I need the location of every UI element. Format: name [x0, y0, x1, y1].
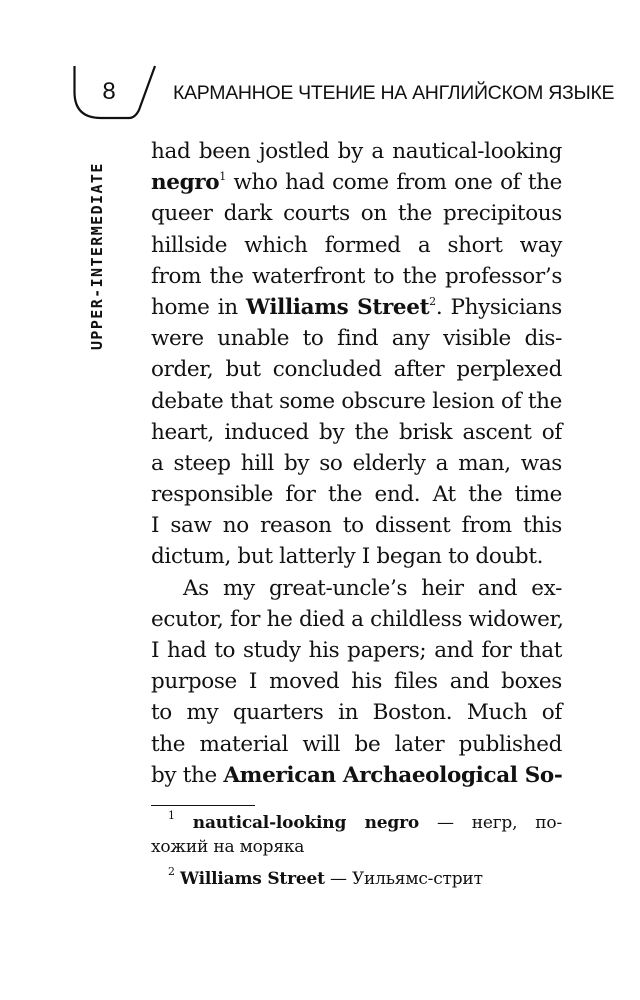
text-line: the material will be later published [151, 731, 562, 757]
text-line: to my quarters in Boston. Much of [151, 700, 562, 726]
text-line: purpose I moved his files and boxes [151, 669, 562, 695]
footnote-term: Williams Street [180, 869, 325, 889]
footnote-1: $^1$ nautical-looking negro — негр, по- [168, 809, 562, 833]
footnote-number: 1 [168, 809, 175, 822]
footnote-ref[interactable]: 2 [429, 294, 436, 308]
footnote-number: 2 [168, 865, 175, 878]
text-line: responsible for the end. At the time [151, 482, 562, 508]
running-head: КАРМАННОЕ ЧТЕНИЕ НА АНГЛИЙСКОМ ЯЗЫКЕ [173, 82, 615, 104]
main-text [151, 136, 562, 791]
footnote-1-continuation: хожий на моряка [151, 837, 305, 857]
text-line: As my great-uncle’s heir and ex- [183, 575, 562, 601]
glossed-term: negro [151, 170, 220, 196]
footnote-ref[interactable]: 1 [219, 170, 226, 184]
text-line: were unable to find any visible dis- [151, 326, 562, 352]
text-line: dictum, but latterly I began to doubt. [151, 544, 544, 570]
text-line: a steep hill by so elderly a man, was [151, 450, 562, 476]
text-line: I saw no reason to dissent from this [151, 513, 562, 539]
page-number: 8 [102, 78, 116, 105]
footnote-term: nautical-looking negro [192, 813, 419, 833]
footnote-2: $^2$ Williams Street — Уильямс-стрит [168, 865, 483, 889]
text-line: home in Williams Street$^2$. Physicians [151, 294, 562, 320]
footnotes [151, 811, 562, 891]
glossed-term: American Archaeological So- [223, 762, 563, 788]
page-number-tab [73, 64, 157, 120]
text-line: from the waterfront to the professor’s [151, 263, 562, 289]
text-line: queer dark courts on the precipitous [151, 201, 562, 227]
text-line: negro$^1$ who had come from one of the [151, 170, 562, 196]
text-line: I had to study his papers; and for that [151, 638, 562, 663]
text-line: ecutor, for he died a childless widower, [151, 606, 564, 632]
text-line: had been jostled by a nautical-looking [151, 139, 562, 164]
text-line: debate that some obscure lesion of the [151, 388, 562, 414]
text-line: hillside which formed a short way [151, 232, 562, 258]
level-side-label: UPPER-INTERMEDIATE [88, 162, 106, 350]
text-line: heart, induced by the brisk ascent of [151, 419, 562, 445]
footnote-divider [151, 805, 255, 806]
text-line: order, but concluded after perplexed [151, 357, 562, 383]
text-line: by the American Archaeological So- [151, 762, 563, 788]
glossed-term: Williams Street [245, 294, 430, 320]
